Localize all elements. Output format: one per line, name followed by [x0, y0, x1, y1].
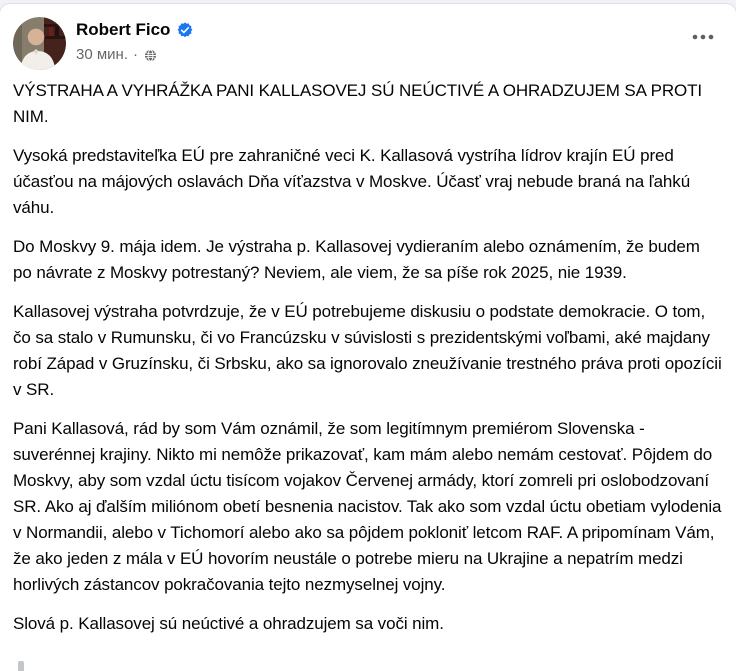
separator-dot: ·: [133, 46, 138, 63]
cutoff-element: [18, 661, 24, 671]
post-paragraph-6: Slová p. Kallasovej sú neúctivé a ohradzujem sa voči nim.: [13, 614, 444, 633]
profile-photo-image: [13, 17, 66, 70]
ellipsis-icon: [692, 33, 714, 41]
post-timestamp[interactable]: 30 мин.: [76, 46, 128, 63]
post-card: [0, 4, 736, 671]
more-options-button[interactable]: [686, 27, 720, 47]
avatar[interactable]: [13, 17, 66, 70]
globe-icon: [144, 49, 157, 62]
post-meta: [76, 17, 686, 64]
verified-badge-icon: [177, 22, 193, 38]
post-content: [0, 76, 736, 637]
post-header: [0, 4, 736, 76]
author-name[interactable]: Robert Fico: [76, 20, 171, 39]
post-paragraph-3: Do Moskvy 9. mája idem. Je výstraha p. Kallasovej vydieraním alebo oznámením, že budem po návrate z Moskvy potrestaný? Neviem, ale viem, že sa píše rok 2025, nie 1939.: [13, 237, 700, 282]
post-paragraph-1: VÝSTRAHA A VYHRÁŽKA PANI KALLASOVEJ SÚ NEÚCTIVÉ A OHRADZUJEM SA PROTI NIM.: [13, 81, 703, 126]
post-paragraph-5: Pani Kallasová, rád by som Vám oznámil, že som legitímnym premiérom Slovenska - suverénnej krajiny. Nikto mi nemôže prikazovať, kam mám alebo nemám cestovať. Pôjdem do Moskvy, aby som vzdal úctu tisícom vojakov Červenej armády, ktorí zomreli pri oslobodzovaní SR. Ako aj ďalším miliónom obetí besnenia nacistov. Tak ako som vzdal úctu obetiam vylodenia v Normandii, alebo v Tichomorí alebo ako sa pôjdem pokloniť letcom RAF. A pripomínam Vám, že ako jeden z mála v EÚ hovorím neustále o potrebe mieru na Ukrajine a nepatrím medzi horlivých zástancov pokračovania tejto nezmyselnej vojny.: [13, 419, 722, 594]
post-paragraph-2: Vysoká predstaviteľka EÚ pre zahraničné veci K. Kallasová vystríha lídrov krajín EÚ pred účasťou na májových oslavách Dňa víťazstva v Moskve. Účasť vraj nebude braná na ľahkú váhu.: [13, 146, 691, 217]
post-paragraph-4: Kallasovej výstraha potvrdzuje, že v EÚ potrebujeme diskusiu o podstate demokracie. O tom, čo sa stalo v Rumunsku, či vo Francúzsku v súvislosti s prezidentskými voľbami, aké majdany robí Západ v Gruzínsku, či Srbsku, ako sa ignorovalo zneužívanie trestného práva proti opozícii v SR.: [13, 302, 722, 399]
